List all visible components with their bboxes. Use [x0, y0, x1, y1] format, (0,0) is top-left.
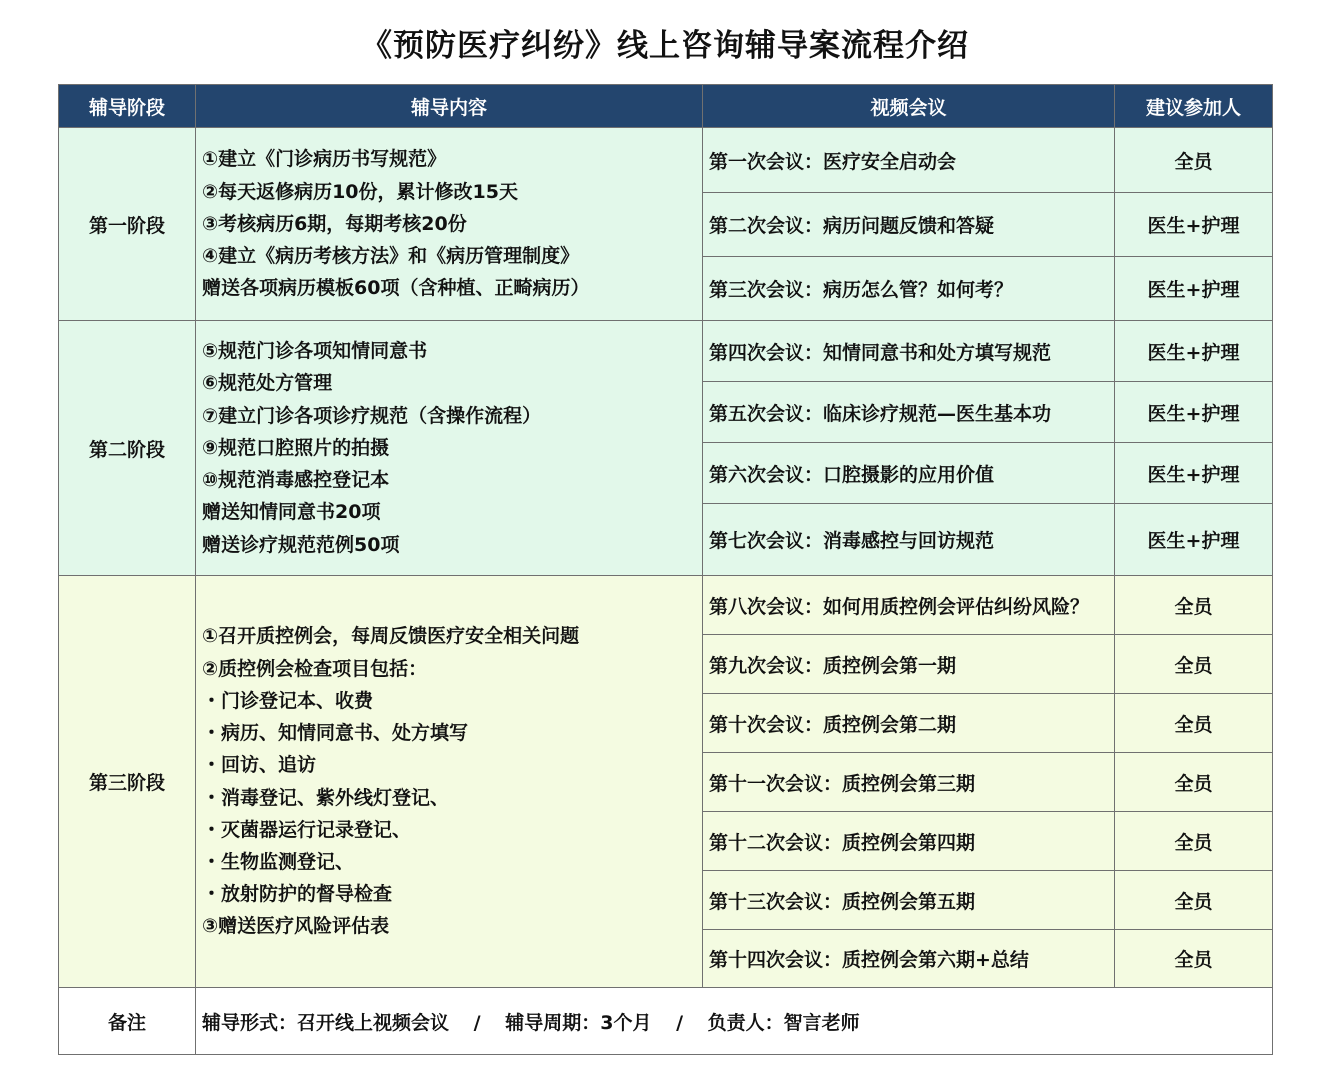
table-row — [59, 128, 1273, 193]
meeting-name: 第四次会议：知情同意书和处方填写规范 — [703, 321, 1115, 382]
stage-3-content — [196, 576, 703, 988]
header-content: 辅导内容 — [196, 85, 703, 128]
content-line: ・消毒登记、紫外线灯登记、 — [202, 786, 450, 809]
note-owner: 负责人：智言老师 — [707, 1011, 860, 1034]
meeting-attendees: 医生+护理 — [1115, 443, 1273, 504]
note-separator: / — [473, 1011, 481, 1034]
content-line: ・回访、追访 — [202, 754, 317, 777]
content-line: ③考核病历6期，每期考核20份 — [202, 212, 467, 235]
meeting-name: 第六次会议：口腔摄影的应用价值 — [703, 443, 1115, 504]
meeting-name: 第十次会议：质控例会第二期 — [703, 694, 1115, 753]
meeting-attendees: 全员 — [1115, 812, 1273, 871]
content-line: ・生物监测登记、 — [202, 850, 355, 873]
content-line: ・放射防护的督导检查 — [202, 883, 393, 906]
meeting-attendees: 医生+护理 — [1115, 257, 1273, 321]
stage-2-content — [196, 321, 703, 576]
meeting-name: 第五次会议：临床诊疗规范—医生基本功 — [703, 382, 1115, 443]
content-line: ・灭菌器运行记录登记、 — [202, 818, 412, 841]
meeting-attendees: 全员 — [1115, 128, 1273, 193]
meeting-attendees: 全员 — [1115, 930, 1273, 988]
content-line: ④建立《病历考核方法》和《病历管理制度》 — [202, 245, 580, 268]
meeting-name: 第十一次会议：质控例会第三期 — [703, 753, 1115, 812]
meeting-name: 第七次会议：消毒感控与回访规范 — [703, 504, 1115, 576]
content-line: ①建立《门诊病历书写规范》 — [202, 148, 447, 171]
meeting-name: 第一次会议：医疗安全启动会 — [703, 128, 1115, 193]
note-label: 备注 — [59, 988, 196, 1055]
meeting-attendees: 医生+护理 — [1115, 382, 1273, 443]
stage-1-name: 第一阶段 — [59, 128, 196, 321]
meeting-name: 第十三次会议：质控例会第五期 — [703, 871, 1115, 930]
note-row — [59, 988, 1273, 1055]
meeting-attendees: 全员 — [1115, 635, 1273, 694]
meeting-attendees: 全员 — [1115, 871, 1273, 930]
header-stage: 辅导阶段 — [59, 85, 196, 128]
content-line: ②每天返修病历10份，累计修改15天 — [202, 180, 518, 203]
stage-3-name: 第三阶段 — [59, 576, 196, 988]
content-line: 赠送知情同意书20项 — [202, 501, 381, 524]
meeting-attendees: 全员 — [1115, 753, 1273, 812]
content-line: ①召开质控例会，每周反馈医疗安全相关问题 — [202, 625, 580, 648]
header-meeting: 视频会议 — [703, 85, 1115, 128]
content-line: ③赠送医疗风险评估表 — [202, 915, 390, 938]
content-line: ⑩规范消毒感控登记本 — [202, 469, 390, 492]
process-table — [58, 84, 1273, 1055]
content-line: 赠送诊疗规范范例50项 — [202, 533, 400, 556]
note-form: 辅导形式：召开线上视频会议 — [202, 1011, 450, 1034]
content-line: ・门诊登记本、收费 — [202, 689, 374, 712]
note-period: 辅导周期：3个月 — [505, 1011, 652, 1034]
stage-2-name: 第二阶段 — [59, 321, 196, 576]
meeting-attendees: 全员 — [1115, 694, 1273, 753]
note-separator: / — [676, 1011, 684, 1034]
page-title: 《预防医疗纠纷》线上咨询辅导案流程介绍 — [361, 28, 969, 64]
meeting-attendees: 医生+护理 — [1115, 193, 1273, 257]
meeting-attendees: 医生+护理 — [1115, 504, 1273, 576]
content-line: 赠送各项病历模板60项（含种植、正畸病历） — [202, 277, 590, 300]
meeting-name: 第十四次会议：质控例会第六期+总结 — [703, 930, 1115, 988]
table-row — [59, 321, 1273, 382]
meeting-attendees: 医生+护理 — [1115, 321, 1273, 382]
meeting-name: 第三次会议：病历怎么管？如何考？ — [703, 257, 1115, 321]
note-content — [196, 988, 1273, 1055]
meeting-name: 第八次会议：如何用质控例会评估纠纷风险？ — [703, 576, 1115, 635]
content-line: ⑨规范口腔照片的拍摄 — [202, 436, 390, 459]
meeting-name: 第二次会议：病历问题反馈和答疑 — [703, 193, 1115, 257]
content-line: ⑦建立门诊各项诊疗规范（含操作流程） — [202, 404, 542, 427]
meeting-name: 第十二次会议：质控例会第四期 — [703, 812, 1115, 871]
header-attendees: 建议参加人 — [1115, 85, 1273, 128]
table-header-row — [59, 85, 1273, 128]
content-line: ・病历、知情同意书、处方填写 — [202, 722, 469, 745]
table-row — [59, 576, 1273, 635]
content-line: ⑤规范门诊各项知情同意书 — [202, 340, 428, 363]
meeting-name: 第九次会议：质控例会第一期 — [703, 635, 1115, 694]
stage-1-content — [196, 128, 703, 321]
content-line: ⑥规范处方管理 — [202, 372, 333, 395]
meeting-attendees: 全员 — [1115, 576, 1273, 635]
content-line: ②质控例会检查项目包括： — [202, 657, 428, 680]
